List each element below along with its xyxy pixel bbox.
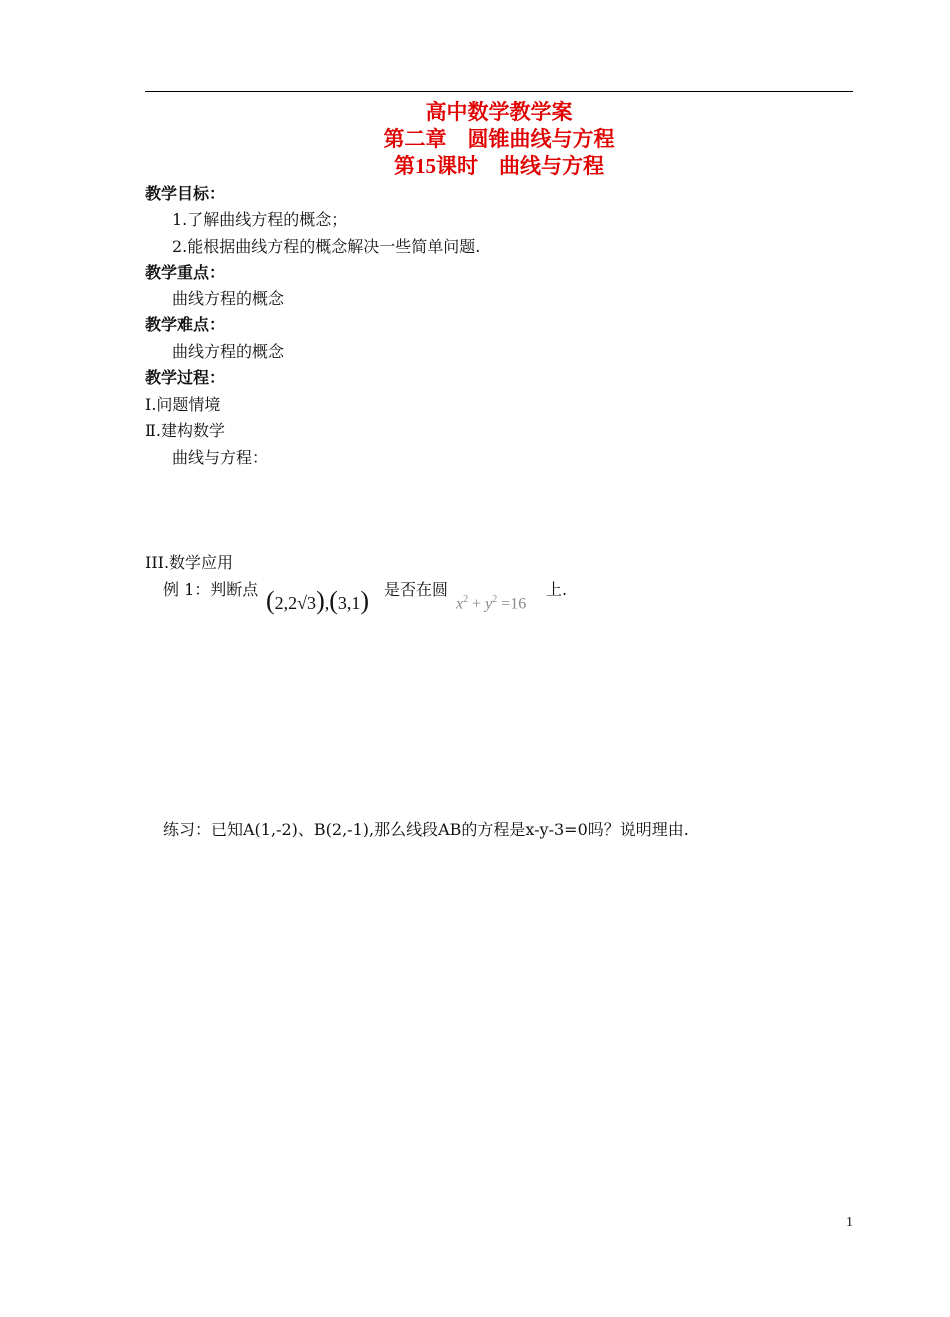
eq-x: x	[456, 595, 464, 613]
paren-close: )	[316, 586, 325, 615]
section-problem-context: Ⅰ.问题情境	[145, 395, 221, 414]
point-1: 2,2√3	[274, 593, 317, 613]
exercise-text: 练习：已知A(1,-2)、B(2,-1),那么线段AB的方程是x-y-3=0吗？说明理由.	[163, 820, 689, 839]
circle-equation: $x^2 + y^2 =16$	[456, 594, 527, 613]
paren-open: (	[329, 586, 338, 615]
key-point-heading: 教学重点：	[145, 263, 226, 282]
eq-y: y	[485, 595, 493, 613]
key-point-text: 曲线方程的概念	[172, 289, 285, 308]
process-heading: 教学过程：	[145, 368, 226, 387]
lesson-number: 15	[415, 154, 436, 178]
comma: ,	[324, 593, 330, 613]
curve-equation-label: 曲线与方程：	[172, 448, 269, 467]
difficulty-heading: 教学难点：	[145, 315, 226, 334]
goal-item-2: 2.能根据曲线方程的概念解决一些简单问题.	[172, 237, 481, 256]
lesson-title-suffix: 课时 曲线与方程	[436, 154, 604, 178]
header-rule	[145, 91, 853, 92]
section-construct-math: Ⅱ.建构数学	[145, 421, 225, 440]
eq-rhs: =16	[501, 595, 527, 613]
chapter-title: 第二章 圆锥曲线与方程	[383, 127, 615, 151]
paren-open: (	[266, 586, 275, 615]
difficulty-text: 曲线方程的概念	[172, 342, 285, 361]
example-1-prefix: 例 1：判断点	[163, 580, 259, 599]
lesson-title-prefix: 第	[394, 154, 415, 178]
eq-y-exp: 2	[492, 594, 498, 605]
example-1-suffix: 上.	[546, 580, 568, 599]
point-2: 3,1	[337, 593, 361, 613]
goals-heading: 教学目标：	[145, 184, 226, 203]
paren-close: )	[360, 586, 370, 615]
lesson-title	[145, 153, 853, 179]
section-math-application: III.数学应用	[145, 553, 234, 572]
example-1-middle: 是否在圆	[384, 580, 449, 599]
goal-item-1: 1.了解曲线方程的概念；	[172, 210, 348, 229]
doc-title: 高中数学教学案	[425, 100, 573, 124]
eq-x-exp: 2	[463, 594, 469, 605]
page-number: 1	[846, 1215, 853, 1230]
example-1-points	[266, 586, 369, 616]
